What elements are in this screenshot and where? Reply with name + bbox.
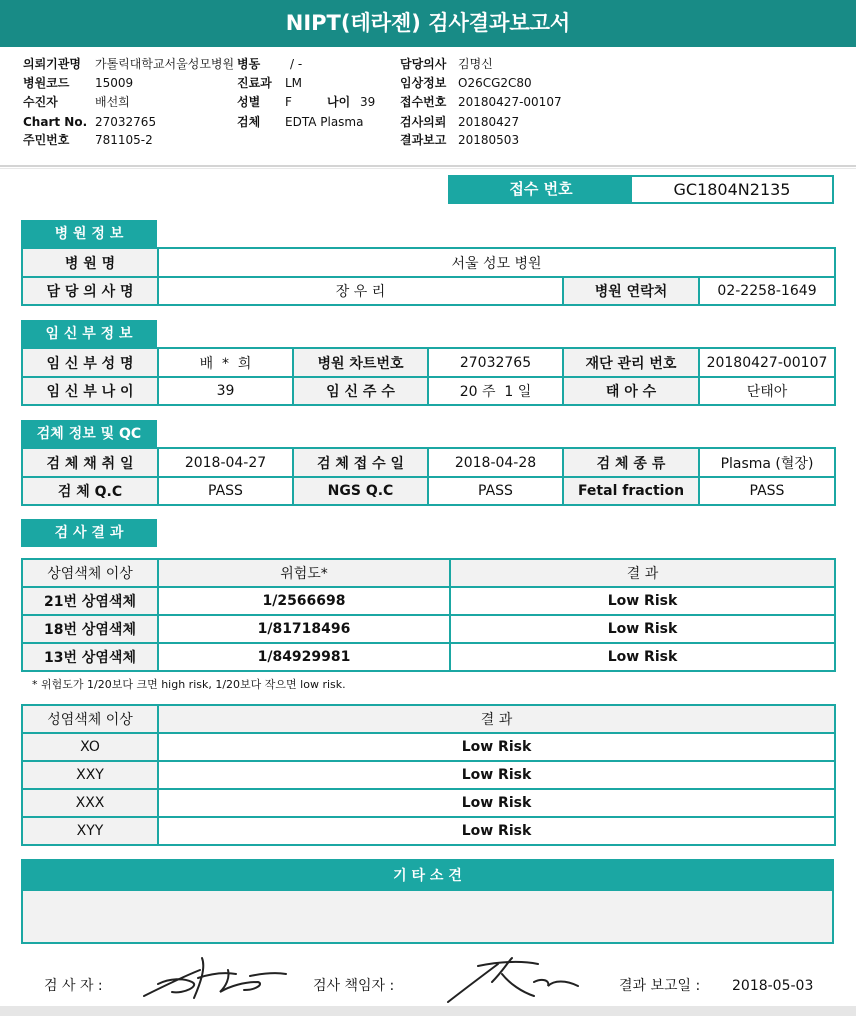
receipt-number-box <box>448 175 834 204</box>
sex-row-result: Low Risk <box>158 789 835 817</box>
dept-label: 진료과 <box>237 76 272 90</box>
fetal-fraction-label: Fetal fraction <box>563 477 699 505</box>
specimen-type-value: Plasma (혈장) <box>699 448 835 477</box>
hospital-contact-value: 02-2258-1649 <box>699 277 835 305</box>
gestational-weeks-value: 20 주 1 일 <box>428 377 563 405</box>
specimen-qc-label: 검 체 Q.C <box>22 477 158 505</box>
hospital-code-label: 병원코드 <box>23 76 70 90</box>
sex-row-name: XO <box>22 733 158 761</box>
report-date-value: 2018-05-03 <box>732 978 814 994</box>
fetus-count-label: 태 아 수 <box>563 377 699 405</box>
report-date-label: 결과 보고일 : <box>619 978 701 994</box>
hospital-info-table <box>21 247 836 306</box>
section-specimen-info: 검체 정보 및 QC <box>21 420 157 448</box>
other-findings-box <box>21 859 834 944</box>
receive-date-value: 2018-04-28 <box>428 448 563 477</box>
signature-row <box>0 968 856 1004</box>
autosome-header-result: 결 과 <box>450 559 835 587</box>
examiner-label: 검 사 자 : <box>44 978 103 994</box>
autosome-row-risk: 1/84929981 <box>158 643 450 671</box>
supervisor-signature <box>438 952 588 1008</box>
resident-no-label: 주민번호 <box>23 133 70 147</box>
autosome-row-name: 18번 상염색체 <box>22 615 158 643</box>
receipt-no-label: 접수번호 <box>400 95 447 109</box>
report-title: NIPT(테라젠) 검사결과보고서 <box>0 0 856 47</box>
sex-row-result: Low Risk <box>158 761 835 789</box>
specimen-info-table <box>21 447 836 506</box>
doctor-value: 김명신 <box>458 57 493 71</box>
dept-value: LM <box>285 76 303 90</box>
autosome-row-result: Low Risk <box>450 643 835 671</box>
report-value: 20180503 <box>458 133 520 147</box>
autosome-row-risk: 1/81718496 <box>158 615 450 643</box>
chart-no-value: 27032765 <box>95 115 157 129</box>
sex-row-result: Low Risk <box>158 733 835 761</box>
clinical-value: O26CG2C80 <box>458 76 532 90</box>
request-org-value: 가톨릭대학교서울성모병원 <box>95 57 235 71</box>
sex-chromosome-results-table <box>21 704 836 846</box>
autosome-header-risk: 위험도* <box>158 559 450 587</box>
report-label: 결과보고 <box>400 133 447 147</box>
hospital-code-value: 15009 <box>95 76 134 90</box>
specimen-label: 검체 <box>237 115 261 129</box>
autosome-results-table <box>21 558 836 672</box>
doctor-name-value: 장 우 리 <box>158 277 563 305</box>
receive-date-label: 검 체 접 수 일 <box>293 448 428 477</box>
examinee-label: 수진자 <box>23 95 58 109</box>
pregnant-age-label: 임 신 부 나 이 <box>22 377 158 405</box>
section-hospital-info: 병 원 정 보 <box>21 220 157 248</box>
sex-header-anomaly: 성염색체 이상 <box>22 705 158 733</box>
resident-no-value: 781105-2 <box>95 133 153 147</box>
autosome-row-name: 21번 상염색체 <box>22 587 158 615</box>
sex-row-name: XXY <box>22 761 158 789</box>
autosome-row-result: Low Risk <box>450 587 835 615</box>
chart-number-value: 27032765 <box>428 348 563 377</box>
sex-row-name: XXX <box>22 789 158 817</box>
pregnant-info-table <box>21 347 836 406</box>
sex-row-result: Low Risk <box>158 817 835 845</box>
receipt-no-value: 20180427-00107 <box>458 95 562 109</box>
pregnant-name-label: 임 신 부 성 명 <box>22 348 158 377</box>
clinical-label: 임상정보 <box>400 76 447 90</box>
gestational-weeks-label: 임 신 주 수 <box>293 377 428 405</box>
sex-value: F <box>285 95 292 109</box>
collect-date-value: 2018-04-27 <box>158 448 293 477</box>
header-divider <box>0 165 856 167</box>
specimen-value: EDTA Plasma <box>285 115 364 129</box>
bottom-bar <box>0 1006 856 1016</box>
section-results: 검 사 결 과 <box>21 519 157 547</box>
age-value: 39 <box>360 95 376 109</box>
hospital-name-label: 병 원 명 <box>22 248 158 277</box>
chart-no-label: Chart No. <box>23 115 88 129</box>
autosome-row-result: Low Risk <box>450 615 835 643</box>
ward-value: / - <box>290 57 303 71</box>
doctor-label: 담당의사 <box>400 57 447 71</box>
pregnant-age-value: 39 <box>158 377 293 405</box>
supervisor-label: 검사 책임자 : <box>313 978 395 994</box>
autosome-header-anomaly: 상염색체 이상 <box>22 559 158 587</box>
pregnant-name-value: 배 * 희 <box>158 348 293 377</box>
section-pregnant-info: 임 신 부 정 보 <box>21 320 157 348</box>
foundation-number-value: 20180427-00107 <box>699 348 835 377</box>
header-divider-shadow <box>0 168 856 169</box>
ward-label: 병동 <box>237 57 261 71</box>
fetus-count-value: 단태아 <box>699 377 835 405</box>
request-date-label: 검사의뢰 <box>400 115 447 129</box>
age-label: 나이 <box>327 95 351 109</box>
ngs-qc-label: NGS Q.C <box>293 477 428 505</box>
chart-number-label: 병원 차트번호 <box>293 348 428 377</box>
examinee-value: 배선희 <box>95 95 130 109</box>
patient-header <box>0 47 856 166</box>
autosome-row-risk: 1/2566698 <box>158 587 450 615</box>
receipt-number-label: 접수 번호 <box>450 177 632 202</box>
specimen-qc-value: PASS <box>158 477 293 505</box>
foundation-number-label: 재단 관리 번호 <box>563 348 699 377</box>
collect-date-label: 검 체 채 취 일 <box>22 448 158 477</box>
sex-row-name: XYY <box>22 817 158 845</box>
receipt-number-value: GC1804N2135 <box>632 177 832 202</box>
hospital-contact-label: 병원 연락처 <box>563 277 699 305</box>
ngs-qc-value: PASS <box>428 477 563 505</box>
doctor-name-label: 담 당 의 사 명 <box>22 277 158 305</box>
other-findings-header: 기 타 소 견 <box>23 861 832 891</box>
request-date-value: 20180427 <box>458 115 520 129</box>
risk-footnote: * 위험도가 1/20보다 크면 high risk, 1/20보다 작으면 low risk. <box>32 678 346 691</box>
fetal-fraction-value: PASS <box>699 477 835 505</box>
request-org-label: 의뢰기관명 <box>23 57 81 71</box>
examiner-signature <box>140 948 290 1006</box>
specimen-type-label: 검 체 종 류 <box>563 448 699 477</box>
autosome-row-name: 13번 상염색체 <box>22 643 158 671</box>
sex-header-result: 결 과 <box>158 705 835 733</box>
hospital-name-value: 서울 성모 병원 <box>158 248 835 277</box>
sex-label: 성별 <box>237 95 261 109</box>
